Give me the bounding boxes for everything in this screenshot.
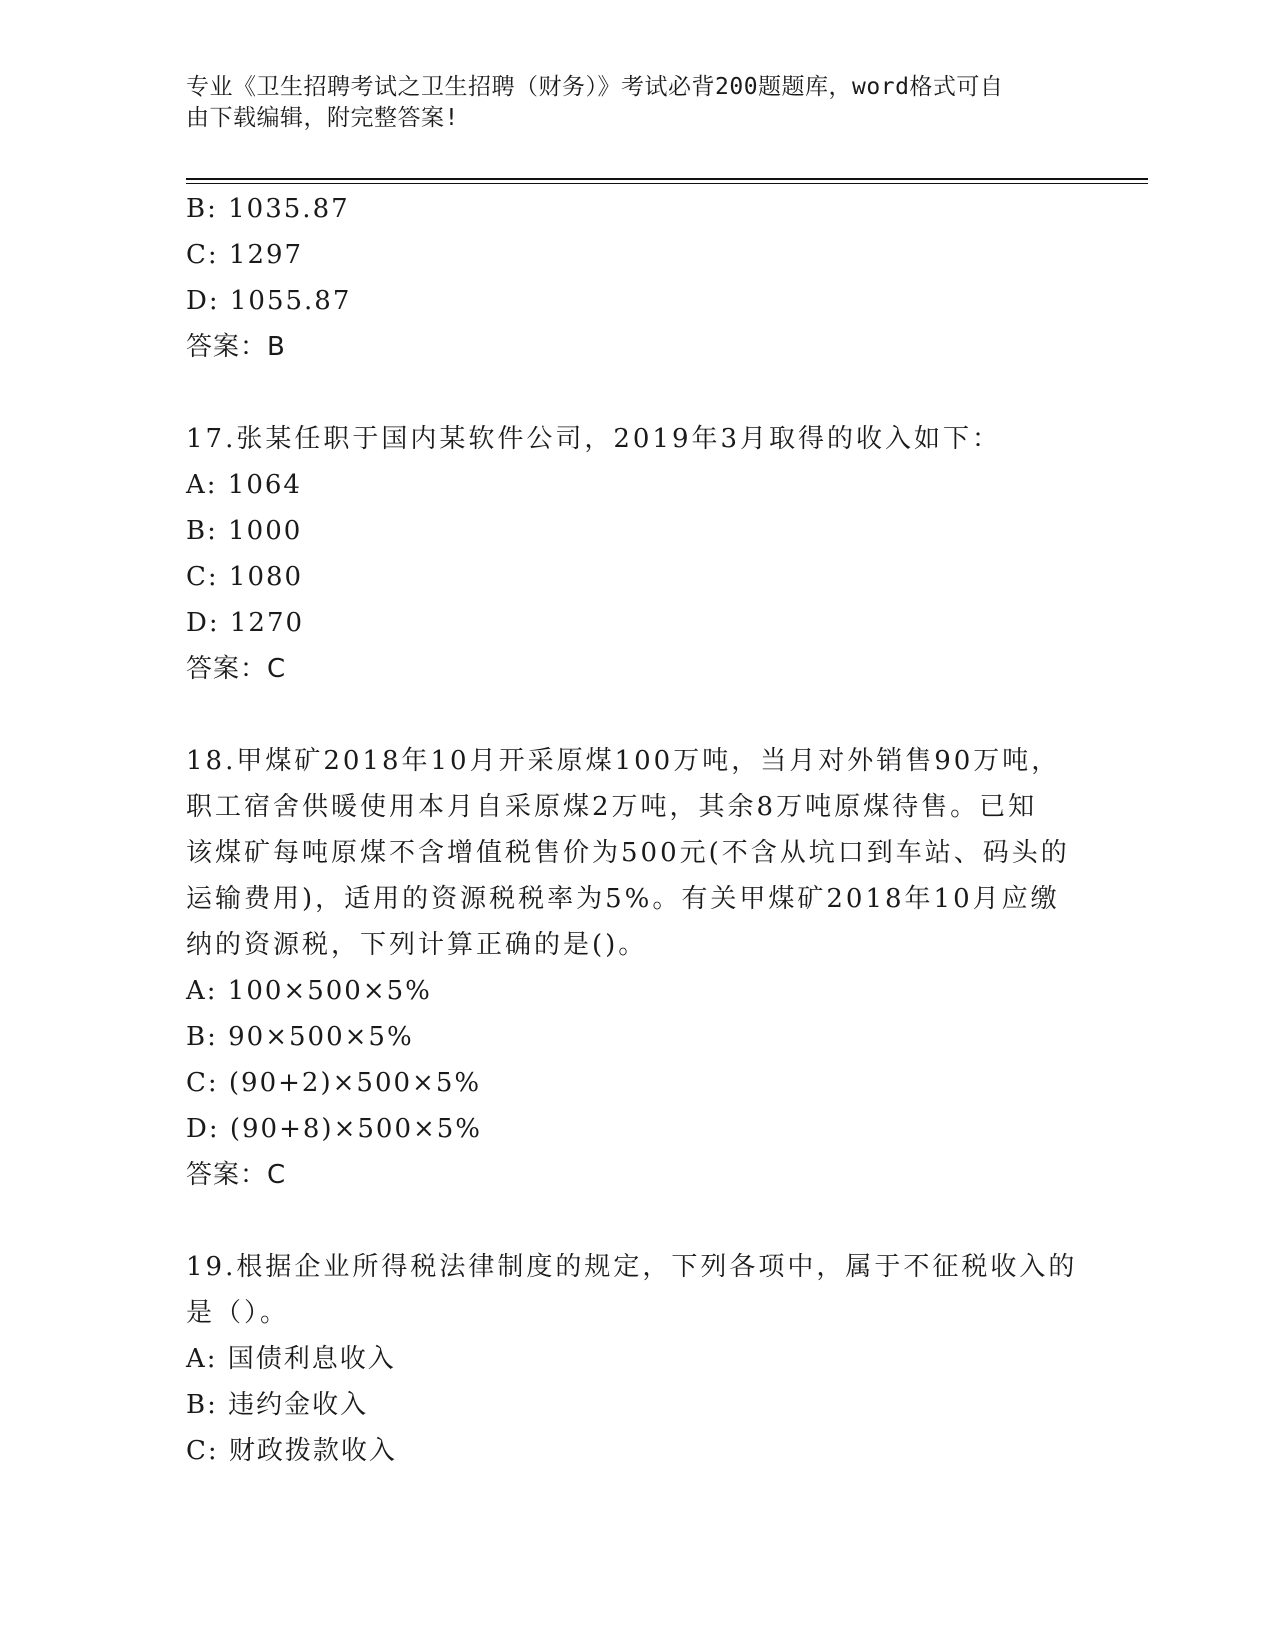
option-a: A: 1064 — [186, 470, 302, 500]
option-c: C: 1297 — [186, 240, 304, 270]
question-stem-line-1: 19.根据企业所得税法律制度的规定，下列各项中，属于不征税收入的 — [186, 1252, 1078, 1282]
answer-line: 答案：C — [186, 1160, 287, 1190]
question-stem-line-3: 该煤矿每吨原煤不含增值税售价为500元(不含从坑口到车站、码头的 — [186, 838, 1070, 868]
header-rule-thick — [186, 178, 1148, 180]
header-line-1: 专业《卫生招聘考试之卫生招聘（财务）》考试必背200题题库，word格式可自 — [186, 74, 1004, 100]
header-rule-thin — [186, 183, 1148, 184]
option-d: D: (90+8)×500×5% — [186, 1114, 483, 1144]
option-c: C: 1080 — [186, 562, 304, 592]
option-c: C: 财政拨款收入 — [186, 1436, 397, 1466]
document-body — [186, 186, 1086, 1474]
question-18 — [186, 738, 1086, 1198]
answer-line: 答案：C — [186, 654, 287, 684]
question-19 — [186, 1244, 1086, 1474]
option-d: D: 1055.87 — [186, 286, 352, 316]
option-b: B: 1035.87 — [186, 194, 350, 224]
question-stem-line-2: 职工宿舍供暖使用本月自采原煤2万吨，其余8万吨原煤待售。已知 — [186, 792, 1038, 822]
answer-line: 答案：B — [186, 332, 286, 362]
header-line-2: 由下载编辑，附完整答案! — [186, 105, 459, 131]
option-c: C: (90+2)×500×5% — [186, 1068, 482, 1098]
question-stem-line-1: 18.甲煤矿2018年10月开采原煤100万吨，当月对外销售90万吨， — [186, 746, 1061, 776]
option-b: B: 违约金收入 — [186, 1390, 369, 1420]
question-stem-line-2: 是（）。 — [186, 1298, 290, 1328]
question-stem-line-5: 纳的资源税，下列计算正确的是()。 — [186, 930, 648, 960]
option-a: A: 100×500×5% — [186, 976, 432, 1006]
option-b: B: 1000 — [186, 516, 303, 546]
question-16-tail — [186, 186, 1086, 370]
document-header — [186, 72, 1066, 134]
question-stem: 17.张某任职于国内某软件公司，2019年3月取得的收入如下： — [186, 424, 1002, 454]
option-d: D: 1270 — [186, 608, 305, 638]
question-stem-line-4: 运输费用)，适用的资源税税率为5%。有关甲煤矿2018年10月应缴 — [186, 884, 1060, 914]
question-17 — [186, 416, 1086, 692]
option-b: B: 90×500×5% — [186, 1022, 414, 1052]
option-a: A: 国债利息收入 — [186, 1344, 396, 1374]
